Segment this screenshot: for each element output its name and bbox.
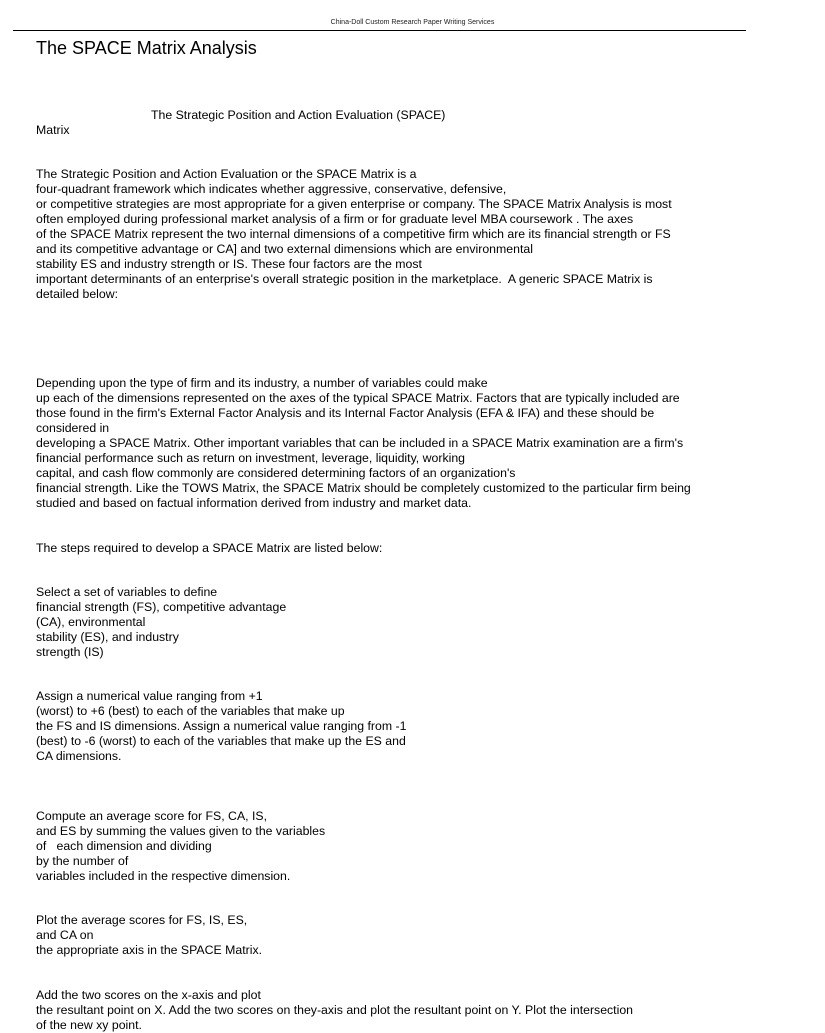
variables-paragraph-line: developing a SPACE Matrix. Other important variables that can be included in a SPACE Matrix examination are a firm's [36,436,684,450]
step-1-line: (CA), environmental [36,615,146,629]
step-2-line: Assign a numerical value ranging from +1 [36,689,263,703]
step-4-line: Plot the average scores for FS, IS, ES, [36,913,248,927]
steps-intro-line: The steps required to develop a SPACE Matrix are listed below: [36,541,383,555]
intro-paragraph-line: four-quadrant framework which indicates whether aggressive, conservative, defensive, [36,182,507,196]
step-1-line: strength (IS) [36,645,104,659]
step-3-line: variables included in the respective dimension. [36,869,291,883]
step-5-line: the resultant point on X. Add the two scores on they-axis and plot the resultant point on Y. Plot the intersection [36,1003,634,1017]
subtitle-line-2: Matrix [36,123,70,137]
page-header-text: China-Doll Custom Research Paper Writing Services [330,19,495,26]
step-1-line: stability (ES), and industry [36,630,179,644]
step-5-line: Add the two scores on the x-axis and plot [36,988,261,1002]
variables-paragraph-line: up each of the dimensions represented on the axes of the typical SPACE Matrix. Factors that are typically included are [36,391,680,405]
variables-paragraph-line: studied and based on factual information derived from industry and market data. [36,496,472,510]
intro-paragraph-line: detailed below: [36,287,119,301]
intro-paragraph-line: stability ES and industry strength or IS. These four factors are the most [36,257,422,271]
intro-paragraph-line: often employed during professional market analysis of a firm or for graduate level MBA coursework . The axes [36,212,634,226]
step-4-line: the appropriate axis in the SPACE Matrix. [36,943,263,957]
subtitle-line-1: The Strategic Position and Action Evaluation (SPACE) [151,108,446,122]
variables-paragraph-line: financial strength. Like the TOWS Matrix, the SPACE Matrix should be completely customized to the particular firm being [36,481,691,495]
header-divider [13,30,746,31]
variables-paragraph-line: capital, and cash flow commonly are considered determining factors of an organization's [36,466,516,480]
step-1-line: financial strength (FS), competitive advantage [36,600,287,614]
step-2-line: the FS and IS dimensions. Assign a numerical value ranging from -1 [36,719,407,733]
step-1-line: Select a set of variables to define [36,585,218,599]
step-2-line: (best) to -6 (worst) to each of the variables that make up the ES and [36,734,406,748]
intro-paragraph-line: of the SPACE Matrix represent the two internal dimensions of a competitive firm which are its financial strength or FS [36,227,671,241]
variables-paragraph-line: those found in the firm's External Factor Analysis and its Internal Factor Analysis (EFA & IFA) and these should be [36,406,655,420]
step-5-line: of the new xy point. [36,1018,142,1032]
intro-paragraph-line: The Strategic Position and Action Evaluation or the SPACE Matrix is a [36,167,417,181]
step-3-line: Compute an average score for FS, CA, IS, [36,809,268,823]
step-3-line: of each dimension and dividing [36,839,212,853]
intro-paragraph-line: and its competitive advantage or CA] and two external dimensions which are environmental [36,242,533,256]
step-4-line: and CA on [36,928,94,942]
variables-paragraph-line: financial performance such as return on investment, leverage, liquidity, working [36,451,466,465]
intro-paragraph-line: or competitive strategies are most appropriate for a given enterprise or company. The SPACE Matrix Analysis is most [36,197,672,211]
step-3-line: by the number of [36,854,129,868]
step-3-line: and ES by summing the values given to the variables [36,824,326,838]
intro-paragraph-line: important determinants of an enterprise's overall strategic position in the marketplace. A generic SPACE Matrix is [36,272,653,286]
variables-paragraph-line: Depending upon the type of firm and its industry, a number of variables could make [36,376,488,390]
step-2-line: CA dimensions. [36,749,122,763]
variables-paragraph-line: considered in [36,421,110,435]
document-title: The SPACE Matrix Analysis [36,38,257,58]
step-2-line: (worst) to +6 (best) to each of the variables that make up [36,704,345,718]
